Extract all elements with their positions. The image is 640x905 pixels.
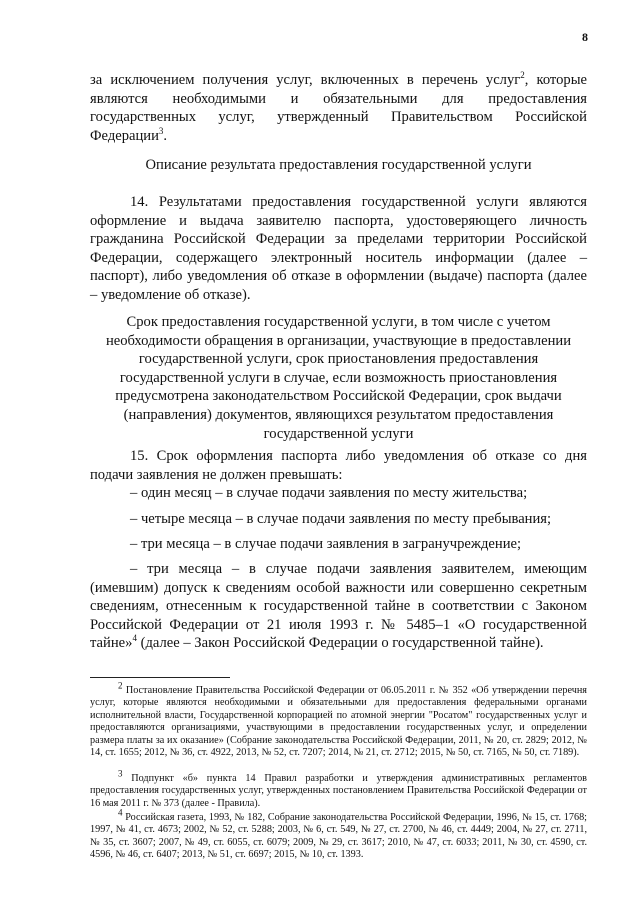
section-heading-result: Описание результата предоставления государственной услуги [145,157,532,173]
list-item [90,560,587,653]
footnote-ref-4[interactable]: 4 [132,633,137,644]
heading-line: государственной услуги в случае, если возможность приостановления [119,369,558,386]
intro-text-b: , которые являются необходимыми и обязательными для предоставления государственных услуг, утвержденный Правительством Российской Федерации [90,72,587,144]
list-item-text-tail: (далее – Закон Российской Федерации о государственной тайне). [136,635,544,652]
intro-text-a: за исключением получения услуг, включенных в перечень услуг [90,72,521,88]
list-item [90,484,587,503]
footnote-text: Подпункт «б» пункта 14 Правил разработки и утверждения административных регламентов предоставления государственных услуг, утвержденных постановлением Правительства Российской Федерации от 16 мая 2011 г. № 373 (далее - Правила). [90,773,587,809]
footnote-mark: 4 [118,807,123,818]
list-item [90,510,587,529]
heading-line: государственной услуги [263,425,414,442]
paragraph-14 [90,193,587,305]
heading-line: государственной услуги, срок приостановления предоставления [138,351,539,368]
heading-line: (направления) документов, являющихся результатом предоставления [123,406,554,423]
footnote-ref-3[interactable]: 3 [158,125,164,136]
footnote-2 [90,680,587,759]
footnote-mark: 2 [118,680,123,691]
paragraph-14-text: 14. Результатами предоставления государственной услуги являются оформление и выдача заявителю паспорта, удостоверяющего личность гражданина Российской Федерации за пределами территории Российской Федерации, содержащего электронный носитель информации (далее – паспорт), либо уведомления об отказе в оформлении (выдаче) паспорта (далее – уведомление об отказе). [90,194,587,303]
intro-text-c: . [163,127,168,144]
page-number: 8 [582,30,588,44]
footnote-mark: 3 [118,768,123,779]
paragraph-15-text: 15. Срок оформления паспорта либо уведомления об отказе со дня подачи заявления не должен превышать: [90,448,587,483]
intro-paragraph [90,71,587,145]
footnote-ref-2[interactable]: 2 [520,70,525,81]
list-item-text: – три месяца – в случае подачи заявления заявителем, имеющим (имевшим) допуск к сведениям особой важности или совершенно секретным сведениям, отнесенным к государственной тайне в соответствии с Законом Российской Федерации от 21 июля 1993 г. № 5485–1 «О государственной тайне» [90,561,587,652]
section-heading-term [90,313,587,443]
footnote-4 [90,807,587,862]
list-item-text: – четыре месяца – в случае подачи заявления по месту пребывания; [130,511,552,527]
footnote-3 [90,768,587,810]
footnote-text: Российская газета, 1993, № 182, Собрание законодательства Российской Федерации, 1996, № 15, ст. 1768; 1997, № 41, ст. 4673; 2002, № 52, ст. 5288; 2003, № 6, ст. 549, № 27, ст. 2700, № 46, ст. 4449; 2004, № 27, ст. 2711, № 35, ст. 3607; 2007, № 49, ст. 6055, ст. 6079; 2009, № 29, ст. 3617; 2010, № 47, ст. 6033; 2011, № 30, ст. 4590, ст. 4596, № 46, ст. 6407; 2013, № 51, ст. 6697; 2015, № 10, ст. 1393. [90,812,587,861]
footnote-text: Постановление Правительства Российской Федерации от 06.05.2011 г. № 352 «Об утверждении перечня услуг, которые являются необходимыми и обязательными для предоставления федеральными органами исполнительной власти, Государственной корпорацией по атомной энергии "Росатом" государственных услуг и предоставляются организациями, участвующими в предоставлении государственных услуг, и определении размера платы за их оказание» (Собрание законодательства Российской Федерации, 2011, № 20, ст. 2829; 2012, № 14, ст. 1655; 2012, № 36, ст. 4922, 2013, № 52, ст. 7207; 2014, № 21, ст. 2712; 2015, № 50, ст. 7165, № 50, ст. 7189). [90,685,587,759]
list-item-text: – один месяц – в случае подачи заявления по месту жительства; [130,485,528,501]
footnote-divider [90,677,230,678]
list-item [90,535,587,554]
list-item-text: – три месяца – в случае подачи заявления в загранучреждение; [130,536,522,552]
heading-line: предусмотрена законодательством Российской Федерации, срок выдачи [115,388,562,405]
heading-line: Срок предоставления государственной услуги, в том числе с учетом [126,314,551,330]
heading-line: необходимости обращения в организации, участвующие в предоставлении [105,332,572,349]
paragraph-15 [90,447,587,484]
